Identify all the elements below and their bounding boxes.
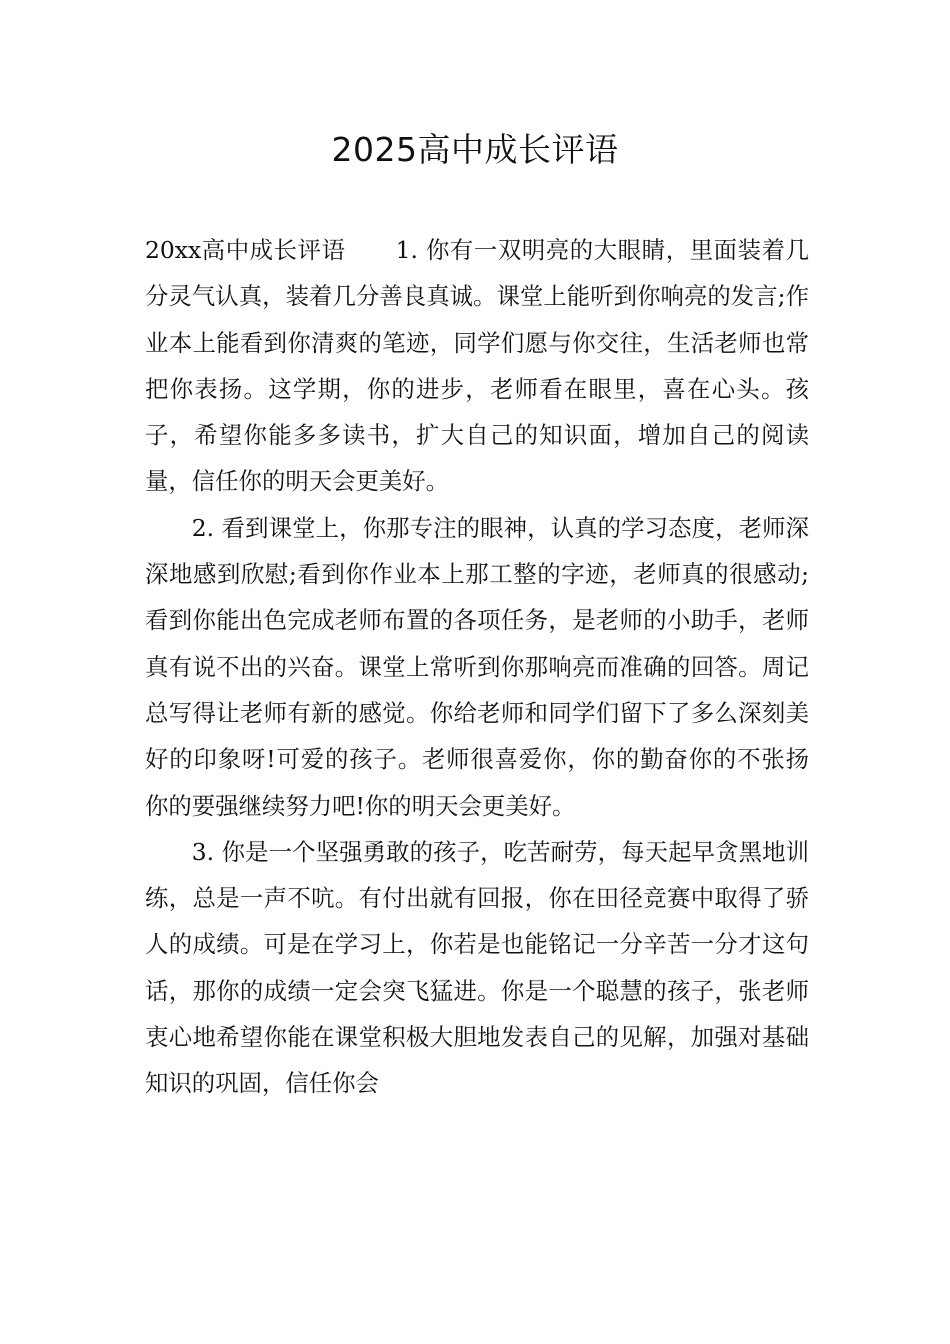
paragraph-1-text: 1. 你有一双明亮的大眼睛，里面装着几分灵气认真，装着几分善良真诚。课堂上能听到你响亮的发言;作业本上能看到你清爽的笔迹，同学们愿与你交往，生活老师也常把你表扬。这学期，你的进步，老师看在眼里，喜在心头。孩子，希望你能多多读书，扩大自己的知识面，增加自己的阅读量，信任你的明天会更美好。	[145, 236, 809, 496]
paragraph-2: 2. 看到课堂上，你那专注的眼神，认真的学习态度，老师深深地感到欣慰;看到你作业本上那工整的字迹，老师真的很感动;看到你能出色完成老师布置的各项任务，是老师的小助手，老师真有说不出的兴奋。课堂上常听到你那响亮而准确的回答。周记总写得让老师有新的感觉。你给老师和同学们留下了多么深刻美好的印象呀!可爱的孩子。老师很喜爱你，你的勤奋你的不张扬你的要强继续努力吧!你的明天会更美好。	[145, 513, 809, 820]
paragraph-1	[145, 227, 809, 505]
document-title: 2025高中成长评语	[331, 130, 619, 169]
document-body	[145, 227, 809, 1107]
paragraph-3: 3. 你是一个坚强勇敢的孩子，吃苦耐劳，每天起早贪黑地训练，总是一声不吭。有付出就有回报，你在田径竞赛中取得了骄人的成绩。可是在学习上，你若是也能铭记一分辛苦一分才这句话，那你的成绩一定会突飞猛进。你是一个聪慧的孩子，张老师衷心地希望你能在课堂积极大胆地发表自己的见解，加强对基础知识的巩固，信任你会	[145, 837, 809, 1098]
lead-label: 20xx高中成长评语	[145, 236, 346, 264]
